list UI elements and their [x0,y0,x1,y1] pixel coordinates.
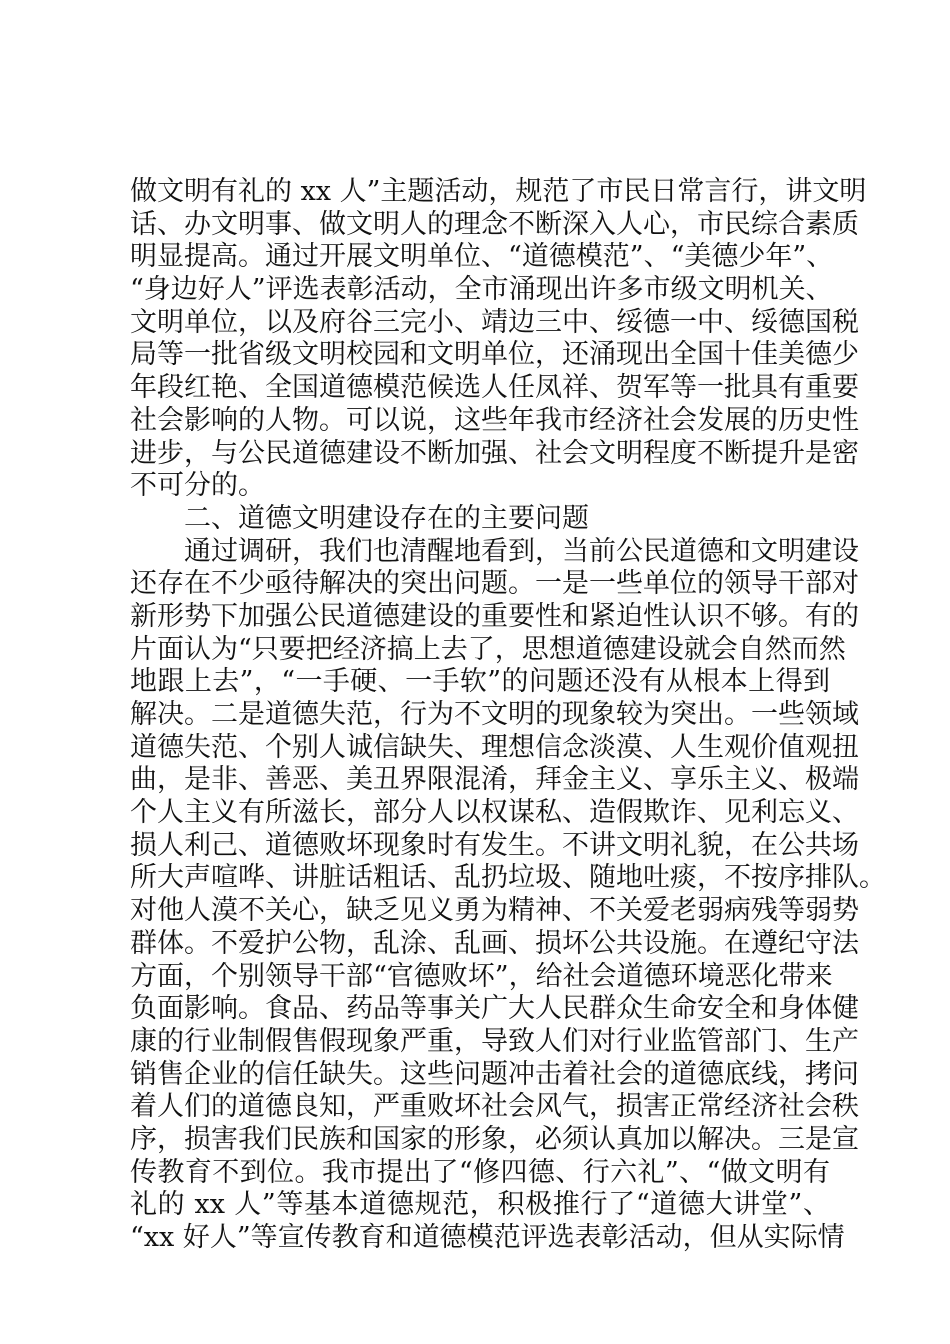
text-line: 负面影响。食品、药品等事关广大人民群众生命安全和身体健 [130,993,859,1025]
text-line: 对他人漠不关心，缺乏见义勇为精神、不关爱老弱病残等弱势 [130,895,859,927]
text-line: 道德失范、个别人诚信缺失、理想信念淡漠、人生观价值观扭 [130,731,859,763]
text-line: 地跟上去”，“一手硬、一手软”的问题还没有从根本上得到 [130,666,830,698]
text-line: 群体。不爱护公物，乱涂、乱画、损坏公共设施。在遵纪守法 [130,927,859,959]
text-line: 损人利己、道德败坏现象时有发生。不讲文明礼貌，在公共场 [130,829,859,861]
text-line: 方面，个别领导干部“官德败坏”，给社会道德环境恶化带来 [130,960,833,992]
text-line: 礼的 xx 人”等基本道德规范，积极推行了“道德大讲堂”、 [130,1189,830,1221]
text-line: 曲，是非、善恶、美丑界限混淆，拜金主义、享乐主义、极端 [130,764,859,796]
text-line: 不可分的。 [130,470,265,502]
text-line: 片面认为“只要把经济搞上去了，思想道德建设就会自然而然 [130,633,846,665]
text-line: 康的行业制假售假现象严重，导致人们对行业监管部门、生产 [130,1025,859,1057]
text-line: 传教育不到位。我市提出了“修四德、行六礼”、“做文明有 [130,1156,830,1188]
text-line: 通过调研，我们也清醒地看到，当前公民道德和文明建设 [184,535,859,567]
text-line: 销售企业的信任缺失。这些问题冲击着社会的道德底线，拷问 [130,1058,859,1090]
text-line: 进步，与公民道德建设不断加强、社会文明程度不断提升是密 [130,437,859,469]
text-line: 着人们的道德良知，严重败坏社会风气，损害正常经济社会秩 [130,1091,859,1123]
text-line: “xx 好人”等宣传教育和道德模范评选表彰活动，但从实际情 [130,1222,845,1253]
text-line: 做文明有礼的 xx 人”主题活动，规范了市民日常言行，讲文明 [130,176,867,207]
text-line: 还存在不少亟待解决的突出问题。一是一些单位的领导干部对 [130,568,859,600]
text-line: 新形势下加强公民道德建设的重要性和紧迫性认识不够。有的 [130,600,859,632]
text-line: 所大声喧哗、讲脏话粗话、乱扔垃圾、随地吐痰，不按序排队。 [130,862,886,894]
text-line: 局等一批省级文明校园和文明单位，还涌现出全国十佳美德少 [130,339,859,371]
text-line: 解决。二是道德失范，行为不文明的现象较为突出。一些领域 [130,699,859,730]
section-heading: 二、道德文明建设存在的主要问题 [184,502,589,534]
text-line: 社会影响的人物。可以说，这些年我市经济社会发展的历史性 [130,404,859,436]
text-line: 文明单位，以及府谷三完小、靖边三中、绥德一中、绥德国税 [130,306,859,338]
text-line: “身边好人”评选表彰活动，全市涌现出许多市级文明机关、 [130,274,833,306]
text-line: 个人主义有所滋长，部分人以权谋私、造假欺诈、见利忘义、 [130,797,859,829]
text-line: 明显提高。通过开展文明单位、“道德模范”、“美德少年”、 [130,241,834,273]
text-line: 话、办文明事、做文明人的理念不断深入人心，市民综合素质 [130,208,859,240]
text-line: 年段红艳、全国道德模范候选人任凤祥、贺军等一批具有重要 [130,372,859,404]
body-text [130,176,886,1255]
text-line: 序，损害我们民族和国家的形象，必须认真加以解决。三是宣 [130,1123,859,1155]
